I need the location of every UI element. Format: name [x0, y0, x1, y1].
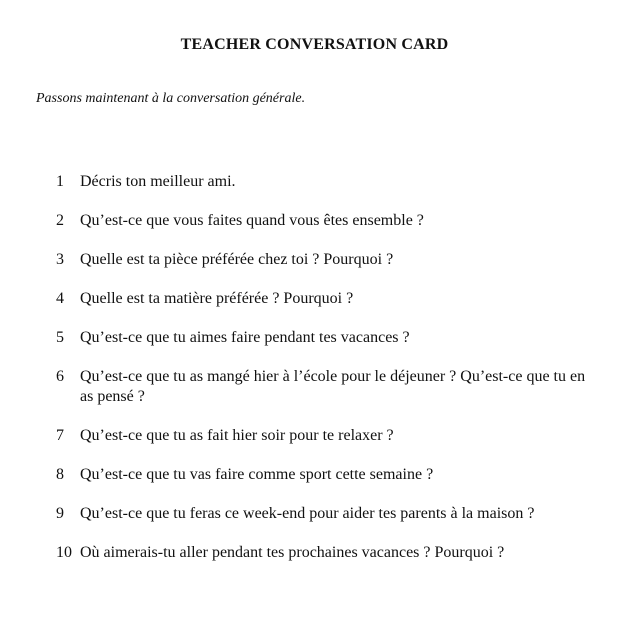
- question-item: [56, 289, 601, 309]
- question-item: [56, 543, 601, 563]
- question-text: Qu’est-ce que tu aimes faire pendant tes vacances ?: [80, 329, 410, 346]
- question-item: [56, 328, 601, 348]
- question-item: [56, 367, 601, 407]
- question-number: 3: [56, 251, 64, 268]
- page-title: TEACHER CONVERSATION CARD: [180, 36, 449, 53]
- question-number: 4: [56, 290, 64, 307]
- question-text: Quelle est ta matière préférée ? Pourquoi ?: [80, 290, 354, 307]
- question-item: [56, 211, 601, 231]
- question-number: 7: [56, 427, 64, 444]
- question-number: 8: [56, 466, 64, 483]
- question-number: 6: [56, 368, 64, 385]
- question-item: [56, 465, 601, 485]
- question-number: 2: [56, 212, 64, 229]
- question-number: 9: [56, 505, 64, 522]
- question-number: 10: [56, 544, 72, 561]
- question-text: Où aimerais-tu aller pendant tes prochaines vacances ? Pourquoi ?: [80, 544, 505, 561]
- question-item: [56, 172, 601, 192]
- question-text: Quelle est ta pièce préférée chez toi ? Pourquoi ?: [80, 251, 394, 268]
- question-number: 5: [56, 329, 64, 346]
- question-text: Décris ton meilleur ami.: [80, 173, 236, 190]
- question-text: Qu’est-ce que tu as fait hier soir pour te relaxer ?: [80, 427, 394, 444]
- question-number: 1: [56, 173, 64, 190]
- question-text: Qu’est-ce que tu feras ce week-end pour aider tes parents à la maison ?: [80, 505, 535, 522]
- question-text: Qu’est-ce que tu as mangé hier à l’école pour le déjeuner ? Qu’est-ce que tu en as pensé ?: [80, 368, 586, 405]
- question-item: [56, 250, 601, 270]
- question-list: [56, 172, 601, 582]
- question-text: Qu’est-ce que tu vas faire comme sport cette semaine ?: [80, 466, 434, 483]
- intro-instruction: Passons maintenant à la conversation générale.: [36, 91, 306, 106]
- question-text: Qu’est-ce que vous faites quand vous êtes ensemble ?: [80, 212, 424, 229]
- question-item: [56, 426, 601, 446]
- question-item: [56, 504, 601, 524]
